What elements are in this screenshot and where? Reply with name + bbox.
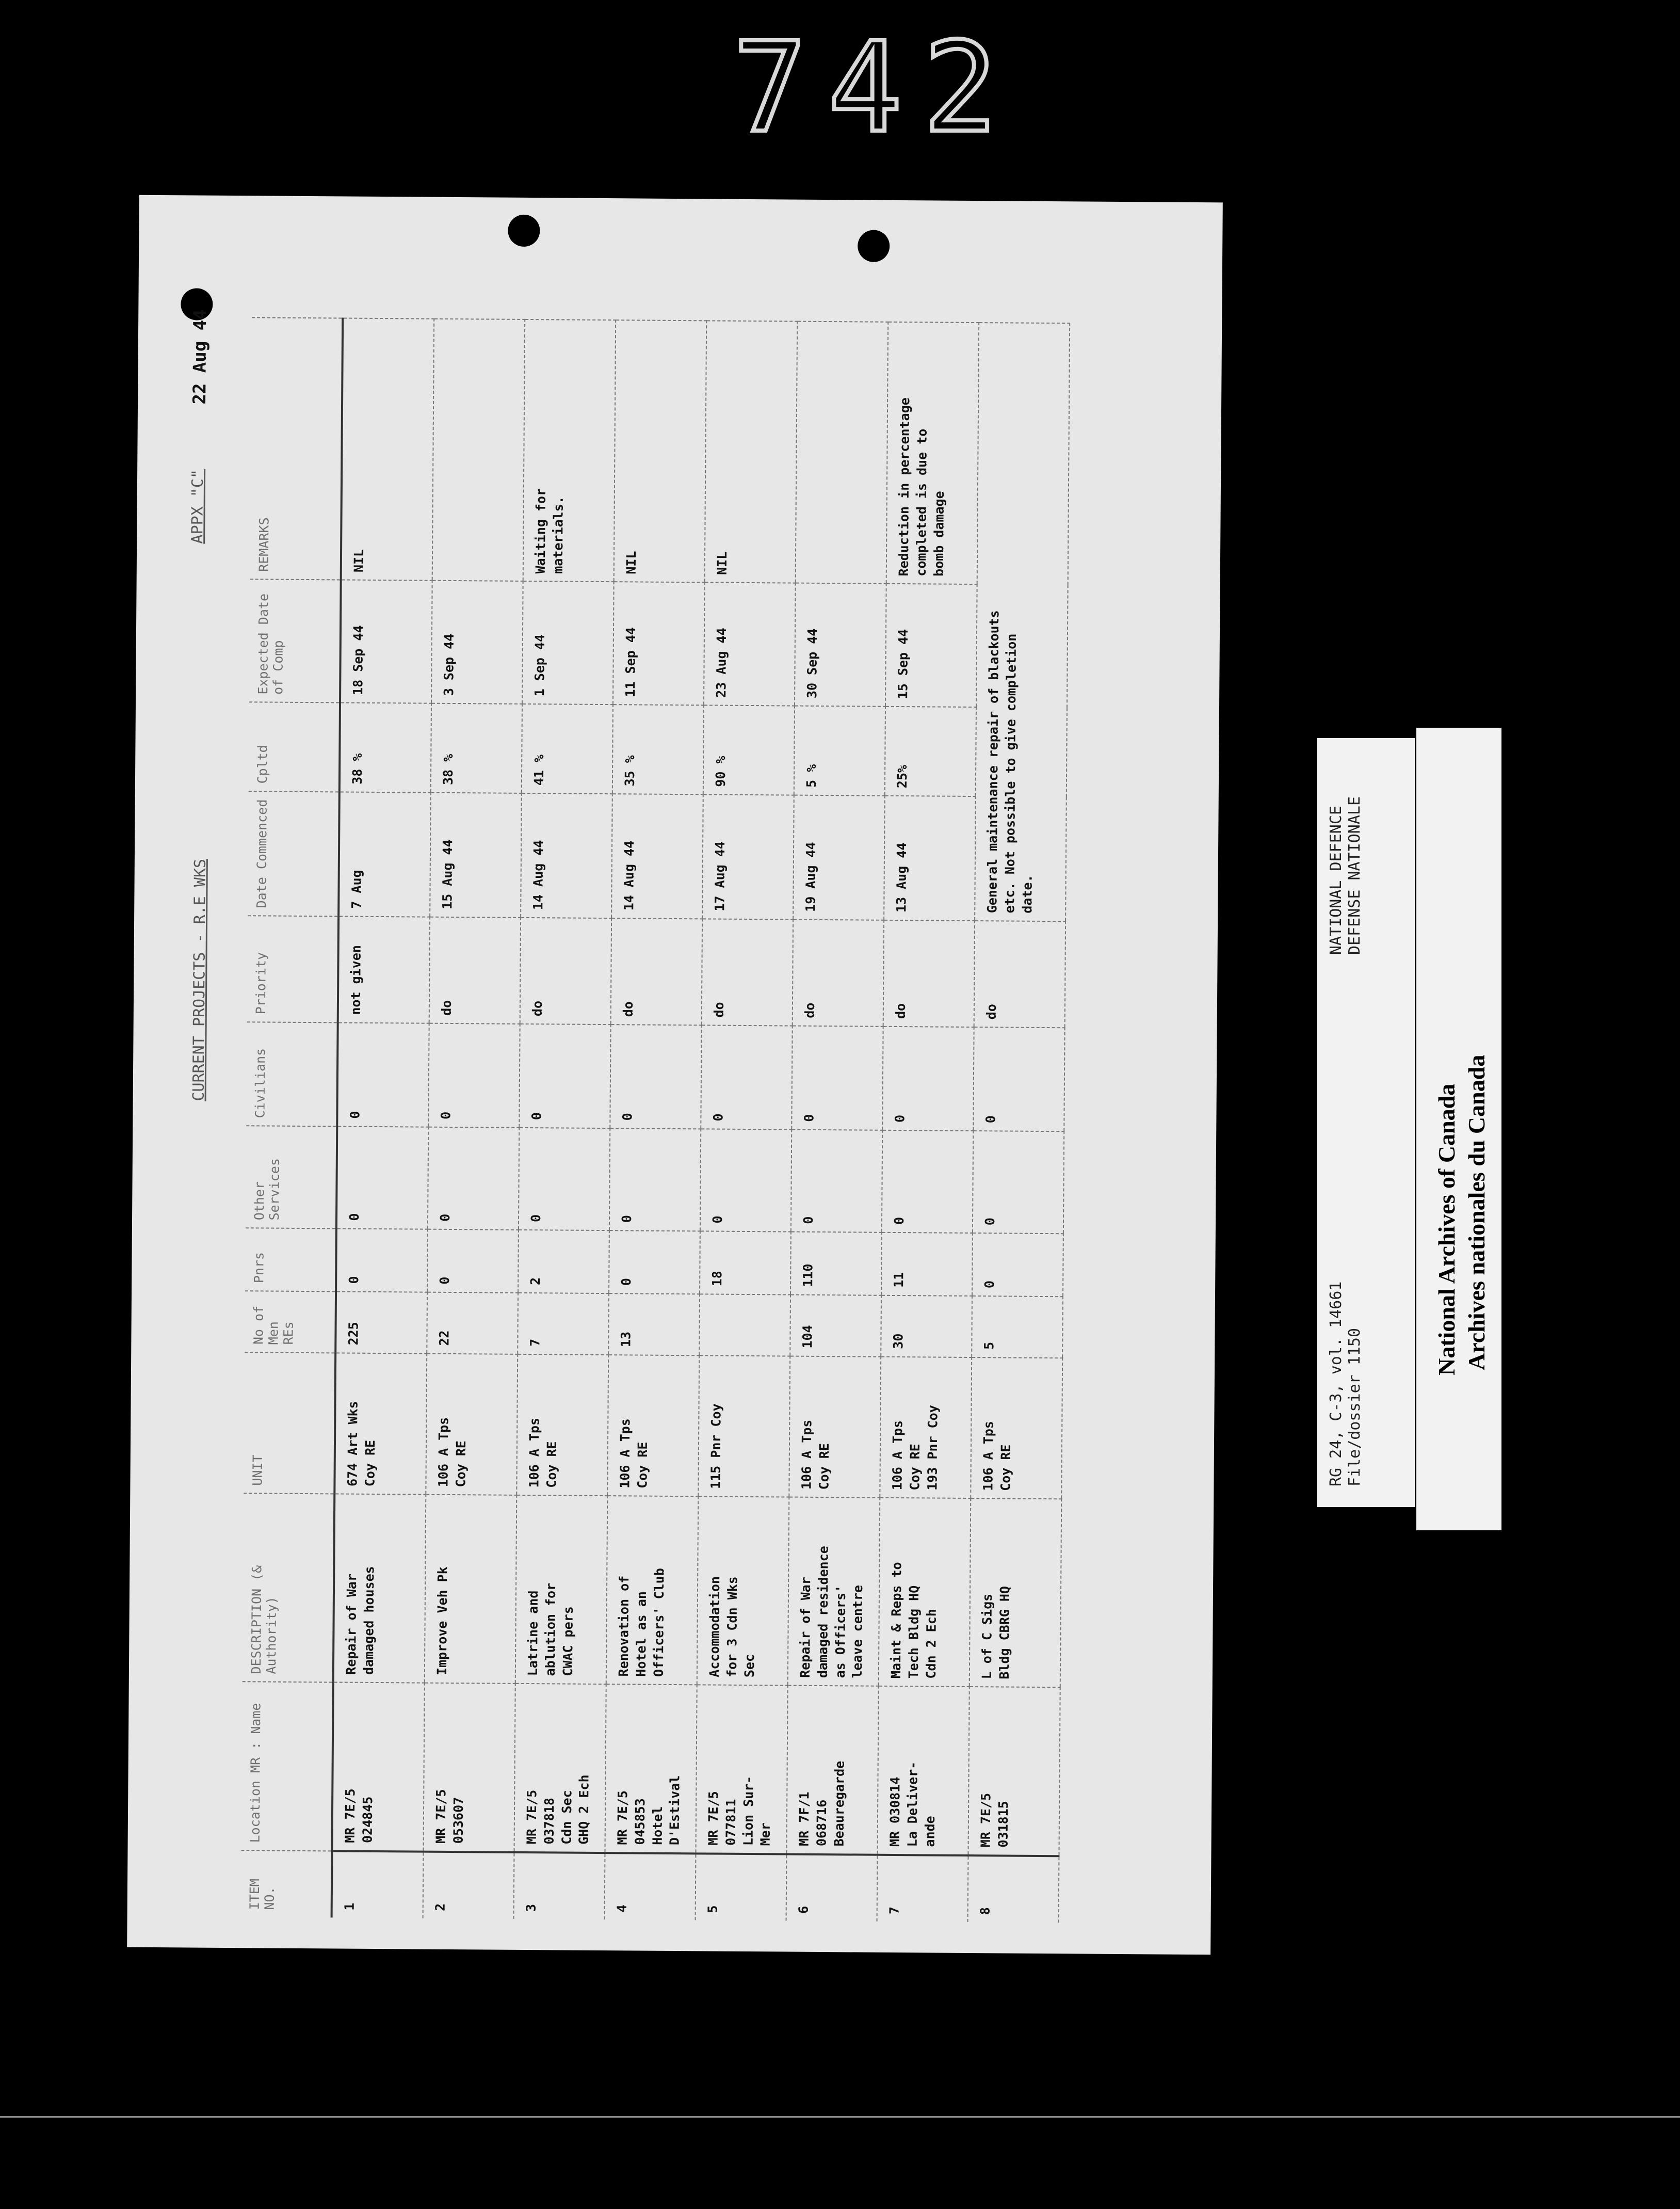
- cell-other: 0: [609, 1128, 701, 1231]
- cell-expected: 15 Sep 44: [885, 584, 977, 707]
- cell-description: Maint & Reps to Tech Bldg HQ Cdn 2 Ech: [879, 1498, 971, 1687]
- label-line-2: DEFENSE NATIONALE: [1346, 796, 1364, 955]
- cell-res: 30: [881, 1295, 972, 1357]
- archive-label-reference: [1317, 738, 1415, 1507]
- cell-priority: do: [702, 919, 793, 1026]
- cell-description: Improve Veh Pk: [425, 1495, 517, 1684]
- cell-unit: 674 Art Wks Coy RE: [334, 1353, 427, 1495]
- cell-pnrs: 110: [790, 1231, 882, 1295]
- header-priority: Priority: [247, 916, 338, 1022]
- cell-item: 3: [514, 1852, 605, 1919]
- header-unit: UNIT: [244, 1352, 335, 1494]
- cell-description: Repair of War damaged houses: [333, 1494, 426, 1683]
- cell-location: MR 7E/5 024845: [332, 1682, 424, 1851]
- cell-description: Accommodation for 3 Cdn Wks Sec: [697, 1497, 789, 1686]
- cell-expected: 11 Sep 44: [613, 582, 705, 705]
- cell-civilians: 0: [882, 1027, 974, 1131]
- table-row: [514, 319, 616, 1919]
- cell-commenced: 14 Aug 44: [521, 793, 612, 918]
- bottom-rule: [0, 2116, 1680, 2118]
- document-page: [127, 195, 1223, 1955]
- header-cpltd: Cpltd: [249, 702, 340, 792]
- cell-expected: 23 Aug 44: [704, 583, 796, 706]
- cell-description: Latrine and ablution for CWAC pers: [515, 1495, 608, 1684]
- cell-unit: 115 Pnr Coy: [698, 1355, 790, 1497]
- document-date: 22 Aug 44: [189, 309, 211, 405]
- cell-pnrs: 0: [972, 1233, 1063, 1296]
- cell-commenced: 14 Aug 44: [611, 794, 703, 919]
- header-other-services: Other Services: [246, 1126, 337, 1228]
- archive-label-institution: [1416, 728, 1501, 1530]
- cell-commenced: 17 Aug 44: [702, 794, 794, 919]
- header-item: ITEM NO.: [241, 1850, 332, 1917]
- cell-expected: 30 Sep 44: [795, 583, 886, 707]
- cell-remarks: [432, 319, 525, 582]
- cell-unit: 106 A Tps Coy RE: [971, 1357, 1062, 1499]
- cell-other: 0: [973, 1131, 1064, 1234]
- cell-commenced: 15 Aug 44: [430, 793, 522, 918]
- header-description: DESCRIPTION (& Authority): [243, 1493, 335, 1682]
- cell-commenced: 13 Aug 44: [884, 796, 976, 921]
- cell-location: MR 7E/5 037818 Cdn Sec GHQ 2 Ech: [514, 1684, 606, 1853]
- cell-location: MR 7E/5 053607: [423, 1683, 515, 1852]
- cell-item: 2: [423, 1852, 514, 1919]
- table-header-row: [241, 317, 343, 1917]
- cell-location: MR 030814 La Deliver- ande: [877, 1686, 969, 1855]
- cell-pnrs: 11: [881, 1232, 973, 1296]
- cell-item: 5: [696, 1853, 787, 1920]
- cell-location: MR 7E/5 031815: [968, 1687, 1060, 1856]
- cell-civilians: 0: [610, 1025, 701, 1129]
- cell-location: MR 7F/1 068716 Beauregarde: [786, 1686, 878, 1855]
- cell-commenced: 7 Aug: [338, 792, 431, 917]
- cell-item: 6: [786, 1854, 878, 1922]
- label-line-1: NATIONAL DEFENCE: [1327, 806, 1345, 955]
- header-res-label: REs: [281, 1321, 296, 1345]
- cell-priority: do: [429, 917, 521, 1024]
- cell-location: MR 7E/5 045853 Hotel D'Estival: [605, 1684, 697, 1853]
- cell-civilians: 0: [973, 1027, 1064, 1131]
- header-civilians: Civilians: [246, 1022, 337, 1126]
- cell-remarks: [796, 322, 889, 584]
- table-row: [423, 319, 525, 1919]
- label-line-3: RG 24, C-3, vol. 14661: [1327, 1281, 1345, 1486]
- header-res: [245, 1291, 336, 1353]
- cell-expected: 3 Sep 44: [431, 581, 523, 704]
- cell-item: 8: [968, 1855, 1059, 1923]
- cell-res: 225: [335, 1291, 427, 1353]
- cell-commenced: General maintenance repair of blackouts etc. Not possible to give completion date.: [975, 323, 1070, 921]
- cell-res: 13: [608, 1293, 700, 1355]
- table-row: [696, 321, 798, 1920]
- cell-other: 0: [791, 1129, 882, 1232]
- header-date-commenced: Date Commenced: [248, 791, 340, 916]
- table-row: [786, 322, 889, 1922]
- cell-pnrs: 2: [518, 1230, 609, 1293]
- cell-remarks: Reduction in percentage completed is due to bomb damage: [886, 322, 979, 585]
- cell-other: 0: [700, 1129, 791, 1231]
- appendix-label: APPX "C": [188, 469, 207, 544]
- cell-description: L of C Sigs Bldg CBRG HQ: [970, 1498, 1062, 1687]
- cell-civilians: 0: [791, 1026, 883, 1130]
- cell-location: MR 7E/5 077811 Lion Sur- Mer: [696, 1685, 787, 1854]
- cell-unit: 106 A Tps Coy RE: [516, 1354, 608, 1496]
- cell-cpltd: 25%: [885, 707, 976, 796]
- cell-remarks: NIL: [341, 318, 434, 581]
- cell-cpltd: 38 %: [340, 703, 431, 793]
- cell-civilians: 0: [519, 1024, 610, 1128]
- label-line-5: National Archives of Canada: [1433, 1083, 1460, 1375]
- label-line-4: File/dossier 1150: [1346, 1327, 1364, 1486]
- header-no-of-men: No of Men: [251, 1305, 281, 1345]
- table-row: [877, 322, 979, 1922]
- cell-res: 22: [427, 1292, 518, 1354]
- cell-priority: do: [974, 921, 1065, 1028]
- cell-priority: do: [793, 920, 884, 1027]
- cell-res: 104: [790, 1294, 881, 1356]
- cell-remarks: NIL: [614, 320, 707, 583]
- cell-res: 7: [518, 1293, 609, 1355]
- cell-expected: 18 Sep 44: [340, 580, 432, 703]
- cell-civilians: 0: [701, 1025, 792, 1129]
- cell-pnrs: 0: [609, 1230, 700, 1294]
- document-title: CURRENT PROJECTS - R.E WKS: [189, 858, 209, 1101]
- cell-res: 5: [972, 1296, 1063, 1358]
- cell-unit: 106 A Tps Coy RE 193 Pnr Coy: [880, 1357, 972, 1499]
- cell-civilians: 0: [337, 1022, 429, 1127]
- cell-other: 0: [336, 1126, 428, 1229]
- table-row: [968, 323, 1070, 1923]
- cell-cpltd: 35 %: [612, 705, 704, 794]
- cell-priority: do: [611, 918, 702, 1025]
- cell-res: [699, 1294, 790, 1356]
- cell-civilians: 0: [428, 1023, 520, 1128]
- cell-other: 0: [428, 1127, 519, 1230]
- table-row: [332, 318, 434, 1918]
- cell-item: 1: [332, 1851, 424, 1918]
- cell-cpltd: 90 %: [703, 706, 795, 795]
- rotated-table-content: [127, 195, 1223, 1955]
- header-pnrs: Pnrs: [245, 1228, 336, 1291]
- cell-unit: 106 A Tps Coy RE: [426, 1353, 518, 1495]
- cell-item: 4: [605, 1853, 696, 1920]
- cell-cpltd: 38 %: [431, 703, 522, 793]
- cell-priority: do: [883, 920, 975, 1027]
- cell-description: Renovation of Hotel as an Officers' Club: [606, 1496, 699, 1685]
- cell-expected: 1 Sep 44: [522, 581, 614, 705]
- label-line-6: Archives nationales du Canada: [1463, 1054, 1490, 1370]
- header-expected: Expected Date of Comp: [249, 580, 341, 703]
- cell-cpltd: 5 %: [794, 706, 885, 796]
- cell-priority: not given: [338, 916, 430, 1023]
- header-remarks: REMARKS: [250, 317, 343, 580]
- cell-unit: 106 A Tps Coy RE: [607, 1355, 699, 1497]
- cell-remarks: Waiting for materials.: [523, 319, 616, 582]
- cell-pnrs: 0: [427, 1229, 519, 1293]
- microfilm-frame-number: 742: [733, 15, 1019, 160]
- header-location: Location MR : Name: [241, 1682, 333, 1851]
- cell-item: 7: [877, 1855, 968, 1922]
- cell-description: Repair of War damaged residence as Officers' leave centre: [788, 1497, 880, 1686]
- cell-other: 0: [882, 1130, 973, 1233]
- cell-other: 0: [519, 1128, 610, 1230]
- cell-commenced: 19 Aug 44: [793, 795, 885, 920]
- cell-pnrs: 18: [700, 1231, 791, 1294]
- cell-cpltd: 41 %: [522, 704, 613, 794]
- projects-table: [241, 317, 1071, 1923]
- table-row: [605, 320, 707, 1920]
- cell-unit: 106 A Tps Coy RE: [789, 1356, 881, 1498]
- cell-pnrs: 0: [336, 1228, 428, 1292]
- cell-priority: do: [520, 918, 611, 1025]
- cell-remarks: NIL: [705, 321, 798, 583]
